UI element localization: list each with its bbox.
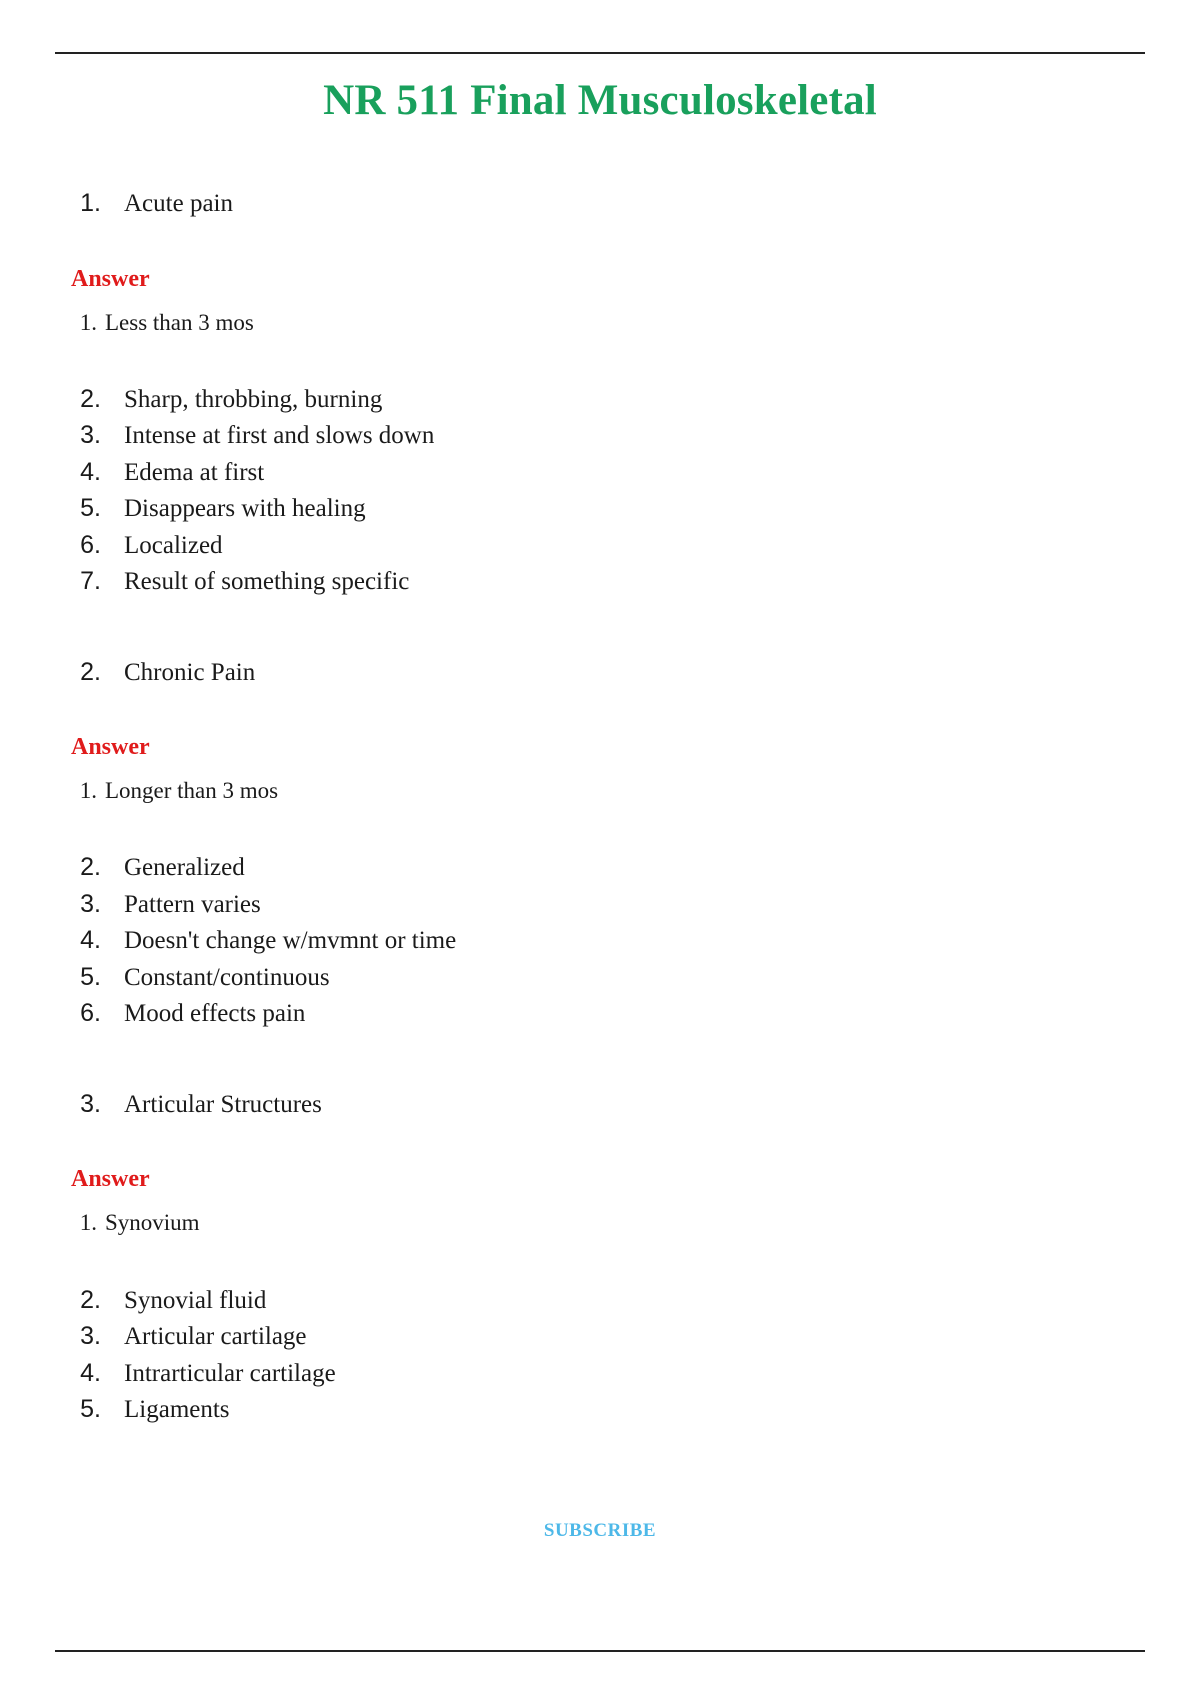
answer-item-text: Doesn't change w/mvmnt or time: [124, 927, 457, 955]
answer-item-text: Intrarticular cartilage: [124, 1359, 336, 1387]
answer-item-number: 6.: [80, 999, 101, 1028]
answer-item-text: Localized: [124, 531, 223, 559]
answer-item-text: Less than 3 mos: [105, 309, 254, 335]
question-number: 2.: [80, 657, 101, 686]
answer-label: Answer: [71, 1166, 150, 1193]
list-item: [55, 1393, 1145, 1428]
answer-item-text: Longer than 3 mos: [105, 778, 279, 804]
answer-item-number: 2.: [80, 1285, 101, 1314]
list-item: [55, 997, 1145, 1032]
answer-item-number: 5.: [80, 962, 101, 991]
answer-item-text: Result of something specific: [124, 568, 410, 596]
question-block-1: [55, 187, 1145, 600]
answer-item-text: Disappears with healing: [124, 495, 366, 523]
list-item: [55, 492, 1145, 527]
answer-item-number: 5.: [80, 1395, 101, 1424]
question-item: [55, 187, 1145, 222]
answer-item-number: 3.: [80, 421, 101, 450]
list-item: [55, 383, 1145, 418]
list-item: [55, 565, 1145, 600]
question-number: 3.: [80, 1089, 101, 1118]
list-item: [55, 1357, 1145, 1392]
list-item: [55, 1207, 1145, 1239]
answer-item-number: 3.: [80, 889, 101, 918]
answer-item-number: 4.: [80, 457, 101, 486]
question-text: Acute pain: [124, 190, 233, 217]
answer-rest-group: [55, 1284, 1145, 1428]
answer-item-number: 7.: [80, 567, 101, 596]
answer-item-text: Constant/continuous: [124, 963, 330, 991]
answer-item-text: Mood effects pain: [124, 1000, 306, 1028]
answer-item-text: Sharp, throbbing, burning: [124, 385, 383, 413]
answer-item-number: 5.: [80, 494, 101, 523]
list-item: [55, 961, 1145, 996]
answer-item-text: Generalized: [124, 854, 245, 882]
answer-item-number: 1.: [79, 1210, 97, 1236]
list-item: [55, 456, 1145, 491]
list-item: [55, 775, 1145, 807]
answer-item-number: 2.: [80, 384, 101, 413]
subscribe-link[interactable]: SUBSCRIBE: [543, 1520, 657, 1541]
question-number: 1.: [80, 189, 101, 217]
list-item: [55, 1320, 1145, 1355]
document-content: [0, 52, 1200, 1430]
answer-item-text: Articular cartilage: [124, 1323, 307, 1351]
answer-item-text: Synovial fluid: [124, 1286, 267, 1314]
list-item: [55, 1284, 1145, 1319]
answer-item-number: 4.: [80, 926, 101, 955]
answer-item-number: 4.: [80, 1358, 101, 1387]
list-item: [55, 419, 1145, 454]
question-block-3: [55, 1088, 1145, 1428]
page-title: NR 511 Final Musculoskeletal: [323, 77, 877, 124]
list-item: [55, 307, 1145, 339]
answer-item-text: Edema at first: [124, 458, 265, 486]
answer-label: Answer: [71, 734, 150, 761]
answer-item-text: Pattern varies: [124, 890, 261, 918]
answer-item-text: Synovium: [105, 1210, 200, 1236]
question-item: [55, 1088, 1145, 1123]
answer-first-group: [55, 307, 1145, 339]
answer-item-text: Ligaments: [124, 1396, 230, 1424]
answer-rest-group: [55, 851, 1145, 1032]
question-item: [55, 656, 1145, 691]
answer-label: Answer: [71, 265, 150, 292]
list-item: [55, 888, 1145, 923]
list-item: [55, 924, 1145, 959]
list-item: [55, 529, 1145, 564]
question-text: Chronic Pain: [124, 658, 256, 686]
list-item: [55, 851, 1145, 886]
question-block-2: [55, 656, 1145, 1032]
answer-rest-group: [55, 383, 1145, 600]
answer-first-group: [55, 1207, 1145, 1239]
answer-item-number: 3.: [80, 1322, 101, 1351]
answer-item-number: 1.: [79, 309, 97, 335]
answer-item-number: 2.: [80, 853, 101, 882]
answer-first-group: [55, 775, 1145, 807]
question-text: Articular Structures: [124, 1090, 322, 1118]
answer-item-number: 1.: [79, 778, 97, 804]
answer-item-text: Intense at first and slows down: [124, 422, 435, 450]
answer-item-number: 6.: [80, 530, 101, 559]
footer-divider: [55, 1650, 1145, 1652]
